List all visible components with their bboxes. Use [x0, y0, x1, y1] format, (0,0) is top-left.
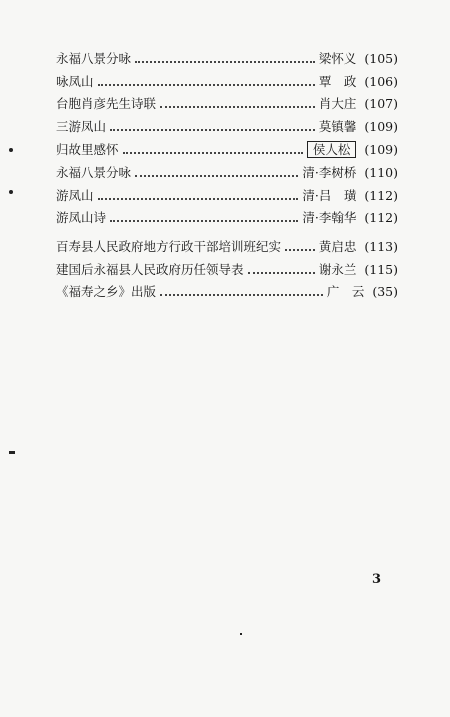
dot-leader [98, 84, 315, 86]
toc-entry [56, 278, 398, 301]
toc-entry [56, 90, 398, 113]
toc-entry [56, 232, 398, 255]
toc-entry-author: 梁怀义 [318, 50, 357, 66]
toc-entry-author: 莫镇馨 [318, 119, 357, 135]
toc-entry [56, 44, 398, 67]
toc-entry-author: 覃 政 [318, 73, 357, 89]
toc-entry-title: 百寿县人民政府地方行政干部培训班纪实 [56, 238, 282, 254]
toc-entry-title: 三游凤山 [56, 119, 107, 135]
dot-leader [160, 294, 323, 296]
toc-entry-page: (112) [364, 210, 398, 226]
dot-leader [110, 220, 298, 222]
toc-entry-page: (109) [364, 141, 398, 157]
toc-entry-title: 永福八景分咏 [56, 164, 132, 180]
toc-entry [56, 255, 398, 278]
toc-entry-author: 谢永兰 [318, 261, 357, 277]
dot-leader [285, 249, 315, 251]
toc-entry-title: 归故里感怀 [56, 141, 119, 157]
toc-entry-page: (107) [364, 96, 398, 112]
toc-entry-title: 永福八景分咏 [56, 50, 132, 66]
toc-entry [56, 181, 398, 204]
toc-entry-author: 肖大庄 [318, 96, 357, 112]
toc-entry-title: 建国后永福县人民政府历任领导表 [56, 261, 244, 277]
toc-entry [56, 135, 398, 158]
toc-entry [56, 112, 398, 135]
toc-section-records [56, 232, 398, 300]
scan-mark [240, 633, 242, 635]
dot-leader [135, 175, 298, 177]
toc-entry-author: 黄启忠 [318, 238, 357, 254]
toc-entry-title: 台胞肖彦先生诗联 [56, 96, 157, 112]
dot-leader [160, 106, 315, 108]
dot-leader [110, 129, 315, 131]
toc-entry-author-boxed: 侯人松 [307, 141, 357, 158]
toc-entry [56, 67, 398, 90]
toc-entry-author: 清·李树桥 [302, 164, 357, 180]
toc-entry [56, 158, 398, 181]
toc-section-poems [56, 44, 398, 226]
toc-entry [56, 204, 398, 227]
dot-leader [98, 198, 299, 200]
dot-leader [123, 152, 303, 154]
toc-entry-page: (113) [364, 238, 398, 254]
page-number: 3 [372, 572, 382, 587]
toc-entry-author: 广 云 [326, 284, 365, 300]
toc-entry-author: 清·李翰华 [302, 210, 357, 226]
dot-leader [248, 272, 315, 274]
toc-entry-page: (35) [372, 284, 398, 300]
toc-entry-page: (112) [364, 187, 398, 203]
toc-entry-page: (110) [364, 164, 398, 180]
dot-leader [135, 61, 315, 63]
toc-entry-title: 《福寿之乡》出版 [56, 284, 157, 300]
scan-mark [9, 148, 13, 152]
toc-entry-title: 游凤山 [56, 187, 94, 203]
scan-mark [9, 451, 15, 454]
toc-entry-author: 清·吕 璜 [302, 187, 357, 203]
scan-mark [9, 190, 13, 194]
toc-entry-page: (109) [364, 119, 398, 135]
toc-entry-page: (115) [364, 261, 398, 277]
toc-entry-page: (106) [364, 73, 398, 89]
toc-entry-title: 咏凤山 [56, 73, 94, 89]
toc-entry-page: (105) [364, 50, 398, 66]
toc-entry-title: 游凤山诗 [56, 210, 107, 226]
